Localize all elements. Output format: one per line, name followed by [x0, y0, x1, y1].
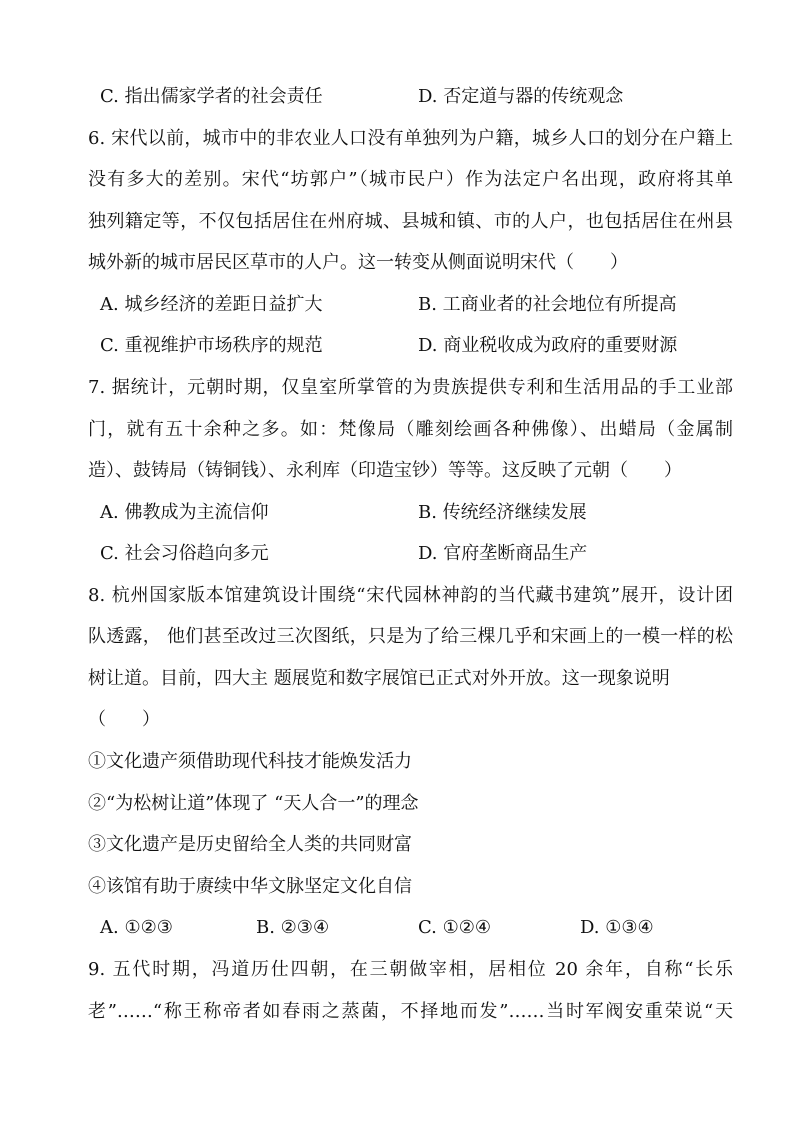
q8-stem-line-4: （ ） [88, 709, 160, 730]
q6-stem-line-3: 独列籍定等，不仅包括居住在州府城、县城和镇、市的人户，也包括居住在州县 [88, 211, 733, 232]
q8-option-c[interactable]: C. ①②④ [418, 917, 491, 938]
q6-stem-line-1: 6. 宋代以前，城市中的非农业人口没有单独列为户籍，城乡人口的划分在户籍上 [88, 128, 733, 149]
q9-stem-line-1: 9. 五代时期，冯道历仕四朝，在三朝做宰相，居相位 20 余年，自称“长乐 [88, 959, 733, 980]
q5-option-d[interactable]: D. 否定道与器的传统观念 [418, 86, 624, 107]
q8-option-a[interactable]: A. ①②③ [100, 917, 173, 938]
q5-option-c[interactable]: C. 指出儒家学者的社会责任 [100, 86, 323, 107]
q7-stem-line-3: 造）、鼓铸局（铸铜钱）、永利库（印造宝钞）等等。这反映了元朝（ ） [88, 460, 682, 481]
q7-stem-line-1: 7. 据统计，元朝时期，仅皇室所掌管的为贵族提供专利和生活用品的手工业部 [88, 377, 733, 398]
q7-option-d[interactable]: D. 官府垄断商品生产 [418, 543, 588, 564]
q6-stem-line-2: 没有多大的差别。宋代“坊郭户”（城市民户）作为法定户名出现，政府将其单 [88, 169, 733, 190]
q8-stem-line-3: 树让道。目前，四大主 题展览和数字展馆已正式对外开放。这一现象说明 [88, 668, 670, 689]
q8-statement-3: ③文化遗产是历史留给全人类的共同财富 [88, 834, 412, 855]
q6-stem-line-4: 城外新的城市居民区草市的人户。这一转变从侧面说明宋代（ ） [88, 252, 628, 273]
q8-option-b[interactable]: B. ②③④ [256, 917, 330, 938]
q8-statement-2: ②“为松树让道”体现了 “天人合一”的理念 [88, 793, 419, 814]
q7-stem-line-2: 门，就有五十余种之多。如：梵像局（雕刻绘画各种佛像）、出蜡局（金属制 [88, 419, 733, 440]
q8-statement-4: ④该馆有助于赓续中华文脉坚定文化自信 [88, 876, 412, 897]
q8-statement-1: ①文化遗产须借助现代科技才能焕发活力 [88, 751, 412, 772]
q6-option-b[interactable]: B. 工商业者的社会地位有所提高 [418, 294, 677, 315]
q6-option-a[interactable]: A. 城乡经济的差距日益扩大 [100, 294, 323, 315]
q8-stem-line-1: 8. 杭州国家版本馆建筑设计围绕“宋代园林神韵的当代藏书建筑”展开，设计团 [88, 585, 733, 606]
q6-option-c[interactable]: C. 重视维护市场秩序的规范 [100, 335, 323, 356]
q7-option-c[interactable]: C. 社会习俗趋向多元 [100, 543, 269, 564]
q9-stem-line-2: 老”……“称王称帝者如春雨之蒸菌，不择地而发”……当时军阀安重荣说“天 [88, 1001, 733, 1022]
q8-stem-line-2: 队透露， 他们甚至改过三次图纸，只是为了给三棵几乎和宋画上的一模一样的松 [88, 626, 733, 647]
q6-option-d[interactable]: D. 商业税收成为政府的重要财源 [418, 335, 678, 356]
q8-option-d[interactable]: D. ①③④ [580, 917, 654, 938]
q7-option-b[interactable]: B. 传统经济继续发展 [418, 502, 587, 523]
q7-option-a[interactable]: A. 佛教成为主流信仰 [100, 502, 269, 523]
